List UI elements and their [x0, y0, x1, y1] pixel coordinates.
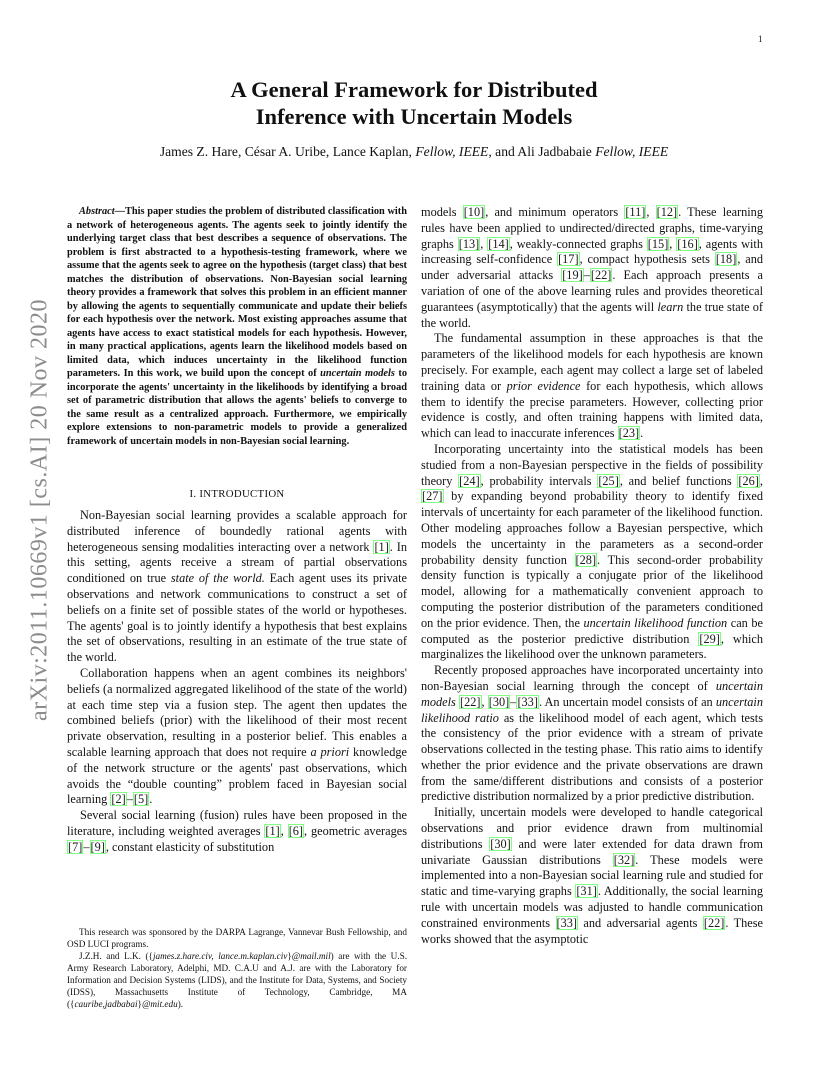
citation-link[interactable]: [14]: [488, 236, 509, 251]
section-heading: I. INTRODUCTION: [189, 488, 285, 500]
abstract-text: —This paper studies the problem of distributed classification with a network of heterogeneous agents. The agents seek to jointly identify the underlying target class that best describes a sequence of observations. The problem is first abstracted to a hypothesis-testing framework, where we assume that the agents seek to agree on the hypothesis (target class) that best matches the distribution of observations. Non-Bayesian social learning theory provides a framework that solves this problem in an efficient manner by allowing the agents to sequentially communicate and update their beliefs for each hypothesis over the network. Most existing approaches assume that agents have access to exact statistical models for each hypothesis. However, in many practical applications, agents learn the likelihood models based on limited data, which induces uncertainty in the likelihood function parameters. In this work, we build upon the concept of: [67, 206, 407, 379]
abstract-label: Abstract: [79, 206, 115, 217]
footnotes: [67, 926, 407, 1010]
citation-link[interactable]: [32]: [613, 852, 635, 867]
citation-link[interactable]: [23]: [618, 426, 640, 441]
paragraph: Initially, uncertain models were developed to handle categorical observations and prior evidence drawn from multinomial distributions [30] and were later extended for data drawn from univariate Gaussian distributions [32]. These models were implemented into a non-Bayesian social learning rule and studied for static and time-varying graphs [31]. Additionally, the social learning rule with uncertain models was adjusted to handle communication constrained environments [33] and adversarial agents [22]. These works showed that the asymptotic: [421, 805, 763, 946]
author-names: James Z. Hare, César A. Uribe, Lance Kaplan,: [159, 144, 412, 159]
citation-link[interactable]: [18]: [715, 252, 737, 267]
abstract-emphasis: uncertain models: [320, 368, 395, 379]
citation-link[interactable]: [22]: [590, 268, 612, 283]
citation-link[interactable]: [22]: [703, 915, 725, 930]
citation-link[interactable]: [9]: [90, 839, 105, 854]
left-column: [67, 205, 407, 856]
citation-link[interactable]: [2]: [111, 792, 126, 807]
author-fellow-1: Fellow, IEEE: [415, 144, 489, 159]
citation-link[interactable]: [30]: [488, 694, 510, 709]
citation-link[interactable]: [33]: [517, 694, 538, 709]
citation-link[interactable]: [28]: [575, 552, 597, 567]
paragraph: Incorporating uncertainty into the statistical models has been studied from a non-Bayesian perspective in the fields of possibility theory [24], probability intervals [25], and belief functions [26], [27] by expanding beyond probability theory to identify fixed intervals of uncertainty for each parameter of the likelihood function. Other modeling approaches follow a Bayesian perspective, which models the uncertainty in the parameters as a second-order probability density function [28]. This second-order probability density function is typically a conjugate prior of the likelihood model, allowing for a mathematically convenient approach to computing the posterior distribution of the parameters conditioned on the prior evidence. Then, the uncertain likelihood function can be computed as the posterior predictive distribution [29], which marginalizes the likelihood over the unknown parameters.: [421, 441, 763, 662]
right-column: [421, 205, 763, 947]
paragraph: The fundamental assumption in these approaches is that the parameters of the likelihood models for each hypothesis are known precisely. For example, each agent may collect a large set of labeled training data or prior evidence for each hypothesis, which allows them to identify the precise parameters. However, collecting prior evidence is costly, and often training happens with limited data, which can lead to inaccurate inferences [23].: [421, 331, 763, 441]
citation-link[interactable]: [6]: [288, 823, 304, 838]
citation-link[interactable]: [1]: [265, 823, 280, 838]
paragraph: models [10], and minimum operators [11], [12]. These learning rules have been applied to undirected/directed graphs, time-varying graphs [13], [14], weakly-connected graphs [15], [16], agents with increasing self-confidence [17], compact hypothesis sets [18], and under adversarial attacks [19]–[22]. Each approach presents a variation of one of the above learning rules and provides theoretical guarantees (asymptotically) that the agents will learn the true state of the world.: [421, 205, 764, 330]
citation-link[interactable]: [27]: [422, 489, 443, 504]
citation-link[interactable]: [16]: [677, 236, 698, 251]
paragraph: Collaboration happens when an agent combines its neighbors' beliefs (a normalized aggregated likelihood of the state of the world) at each time step via a fusion step. The agent then updates the combined beliefs (prior) with the likelihood of their most recent private observation, resulting in a posterior belief. This enables a scalable learning approach that does not require a priori knowledge of the network structure or the agents' past observations, which avoids the “double counting” problem faced in Bayesian social learning [2]–[5].: [67, 665, 407, 807]
citation-link[interactable]: [15]: [647, 236, 669, 251]
author-last: , and Ali Jadbabaie: [488, 144, 592, 159]
citation-link[interactable]: [7]: [68, 839, 83, 854]
citation-link[interactable]: [17]: [558, 252, 579, 267]
citation-link[interactable]: [13]: [458, 236, 480, 251]
citation-link[interactable]: [5]: [133, 792, 149, 807]
paragraph: Non-Bayesian social learning provides a scalable approach for distributed inference of boundedly rational agents with heterogeneous sensing modalities interacting over a network [1]. In this setting, agents receive a stream of partial observations conditioned on true state of the world. Each agent uses its private observations and network communications to construct a set of beliefs on a finite set of possible states of the world or hypotheses. The agents' goal is to jointly identify a hypothesis that best explains the set of observations, resulting in an estimate of the true state of the world.: [67, 508, 407, 665]
arxiv-stamp-text: arXiv:2011.10669v1 [cs.AI] 20 Nov 2020: [26, 298, 53, 722]
citation-link[interactable]: [11]: [625, 205, 646, 219]
paper-title: A General Framework for Distributed Inference with Uncertain Models: [230, 77, 598, 129]
citation-link[interactable]: [1]: [374, 539, 389, 554]
footnote-affiliations: J.Z.H. and L.K. ({james.z.hare.civ, lance.m.kaplan.civ}@mail.mil) are with the U.S. Army Research Laboratory, Adelphi, MD. C.A.U and A.J. are with the Laboratory for Information and Decision Systems (LIDS), and the Institute for Data, Systems, and Society (IDSS), Massachusetts Institute of Technology, Cambridge, MA ({cauribe,jadbabai}@mit.edu).: [67, 951, 408, 1009]
footnote-funding: This research was sponsored by the DARPA Lagrange, Vannevar Bush Fellowship, and OSD LUCI programs.: [67, 927, 407, 949]
citation-link[interactable]: [12]: [656, 205, 678, 219]
citation-link[interactable]: [22]: [460, 694, 481, 709]
abstract: [67, 205, 407, 448]
citation-link[interactable]: [19]: [562, 268, 583, 283]
paragraph: Several social learning (fusion) rules have been proposed in the literature, including weighted averages [1], [6], geometric averages [7]–[9], constant elasticity of substitution: [67, 808, 407, 854]
page-number: 1: [758, 34, 763, 44]
arxiv-stamp: [20, 260, 60, 760]
citation-link[interactable]: [33]: [556, 915, 577, 930]
paragraph: Recently proposed approaches have incorporated uncertainty into non-Bayesian social learning through the concept of uncertain models [22], [30]–[33]. An uncertain model consists of an uncertain likelihood ratio as the likelihood model of each agent, which tests the consistency of the prior evidence with a stream of private observations collected in the testing phase. This ratio aims to identify whether the prior evidence and the private observations are drawn from the same/different distributions and consists of a posterior predictive distribution normalized by a prior predictive distribution.: [421, 663, 764, 804]
citation-link[interactable]: [25]: [598, 473, 619, 488]
author-line: [60, 144, 768, 160]
citation-link[interactable]: [10]: [463, 205, 485, 219]
citation-link[interactable]: [29]: [699, 631, 720, 646]
citation-link[interactable]: [26]: [738, 473, 759, 488]
author-fellow-2: Fellow, IEEE: [595, 144, 669, 159]
intro-body: [67, 508, 407, 856]
citation-link[interactable]: [31]: [576, 884, 597, 899]
citation-link[interactable]: [24]: [459, 473, 480, 488]
citation-link[interactable]: [30]: [490, 836, 511, 851]
abstract-text: to incorporate the agents' uncertainty in the likelihoods by identifying a broad set of parametric distribution that allows the agents' beliefs to converge to the same result as a centralized approach. Furthermore, we empirically explore extensions to non-parametric models to provide a generalized framework of uncertain models in non-Bayesian social learning.: [67, 368, 407, 447]
